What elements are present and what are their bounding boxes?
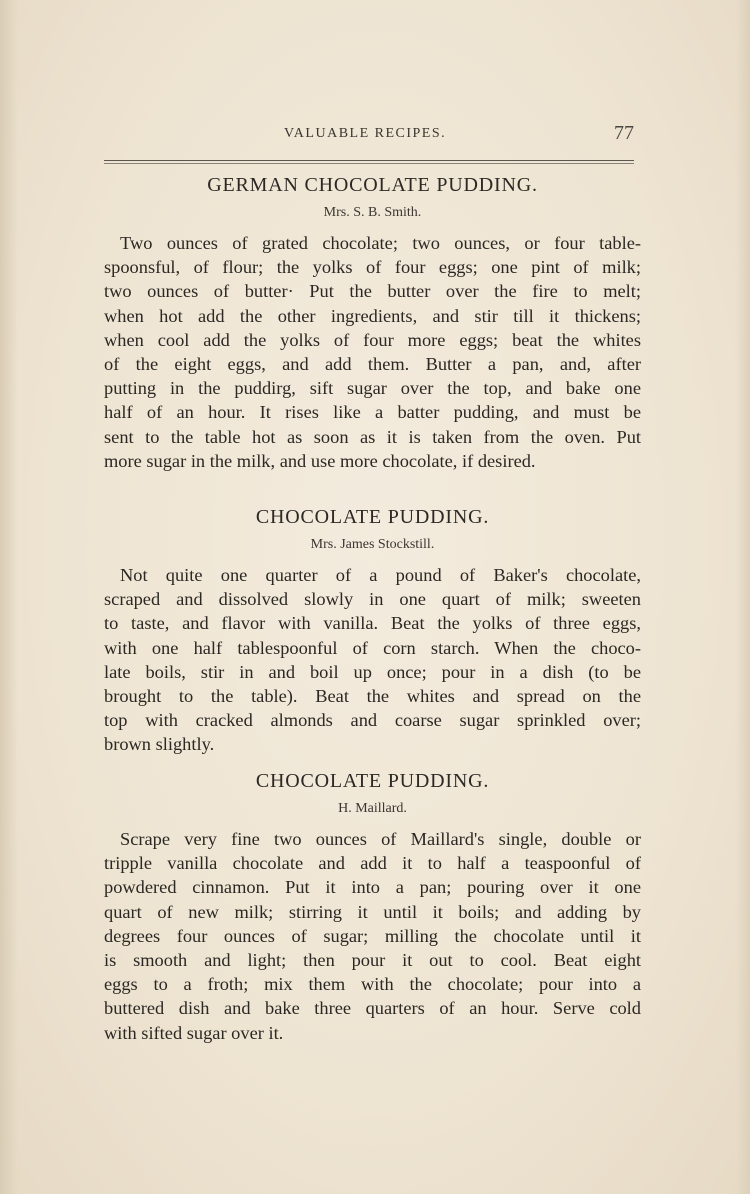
recipe-title: CHOCOLATE PUDDING. [255,770,490,792]
recipe-body [104,827,641,1045]
text-line: Two ounces of grated chocolate; two ounces, or four table- [120,233,641,253]
text-line: eggs to a froth; mix them with the chocolate; pour into a [104,974,641,995]
page-edge-shadow [736,0,750,1194]
header-rule-thin [104,163,634,164]
recipe-title: CHOCOLATE PUDDING. [255,506,490,528]
text-line: when cool add the yolks of four more eggs; beat the whites [104,329,641,350]
recipe-title: GERMAN CHOCOLATE PUDDING. [207,174,538,196]
text-line: to taste, and flavor with vanilla. Beat the yolks of three eggs, [104,613,641,634]
text-line: more sugar in the milk, and use more chocolate, if desired. [104,450,536,471]
text-line: of the eight eggs, and add them. Butter a pan, and, after [104,354,641,375]
text-line: scraped and dissolved slowly in one quart of milk; sweeten [104,589,641,610]
text-line: degrees four ounces of sugar; milling the chocolate until it [104,925,641,946]
text-line: powdered cinnamon. Put it into a pan; pouring over it one [104,877,641,898]
text-line: Not quite one quarter of a pound of Baker's chocolate, [120,565,641,585]
text-line: with one half tablespoonful of corn starch. When the choco- [104,637,641,658]
text-line: when hot add the other ingredients, and stir till it thickens; [104,305,641,326]
text-line: brown slightly. [104,734,215,755]
recipe-author: Mrs. S. B. Smith. [323,205,422,220]
recipe-author: Mrs. James Stockstill. [310,537,435,552]
text-line: two ounces of butter· Put the butter over the fire to melt; [104,281,641,302]
text-line: sent to the table hot as soon as it is taken from the oven. Put [104,426,641,447]
recipe-body [104,231,641,473]
recipe-chocolate-pudding-stockstill [104,504,641,757]
text-line: putting in the puddirg, sift sugar over the top, and bake one [104,378,641,399]
running-title: VALUABLE RECIPES. [284,126,447,141]
text-line: late boils, stir in and boil up once; pour in a dish (to be [104,661,641,682]
page-spine-shadow [0,0,18,1194]
text-line: buttered dish and bake three quarters of an hour. Serve cold [104,998,641,1019]
text-line: half of an hour. It rises like a batter pudding, and must be [104,402,641,423]
text-line: spoonsful, of flour; the yolks of four eggs; one pint of milk; [104,257,641,278]
header-rule [104,160,634,161]
recipe-author: H. Maillard. [338,801,407,816]
text-line: top with cracked almonds and coarse sugar sprinkled over; [104,710,641,731]
text-line: tripple vanilla chocolate and add it to half a teaspoonful of [104,853,641,874]
text-line: Scrape very fine two ounces of Maillard's single, double or [120,829,641,849]
page-number: 77 [614,122,634,144]
text-line: quart of new milk; stirring it until it boils; and adding by [104,901,641,922]
recipe-body [104,563,641,757]
text-line: is smooth and light; then pour it out to cool. Beat eight [104,950,641,971]
text-line: brought to the table). Beat the whites and spread on the [104,686,641,707]
text-line: with sifted sugar over it. [104,1022,284,1043]
running-head [104,122,638,150]
recipe-german-chocolate-pudding [104,172,641,473]
recipe-chocolate-pudding-maillard [104,768,641,1045]
